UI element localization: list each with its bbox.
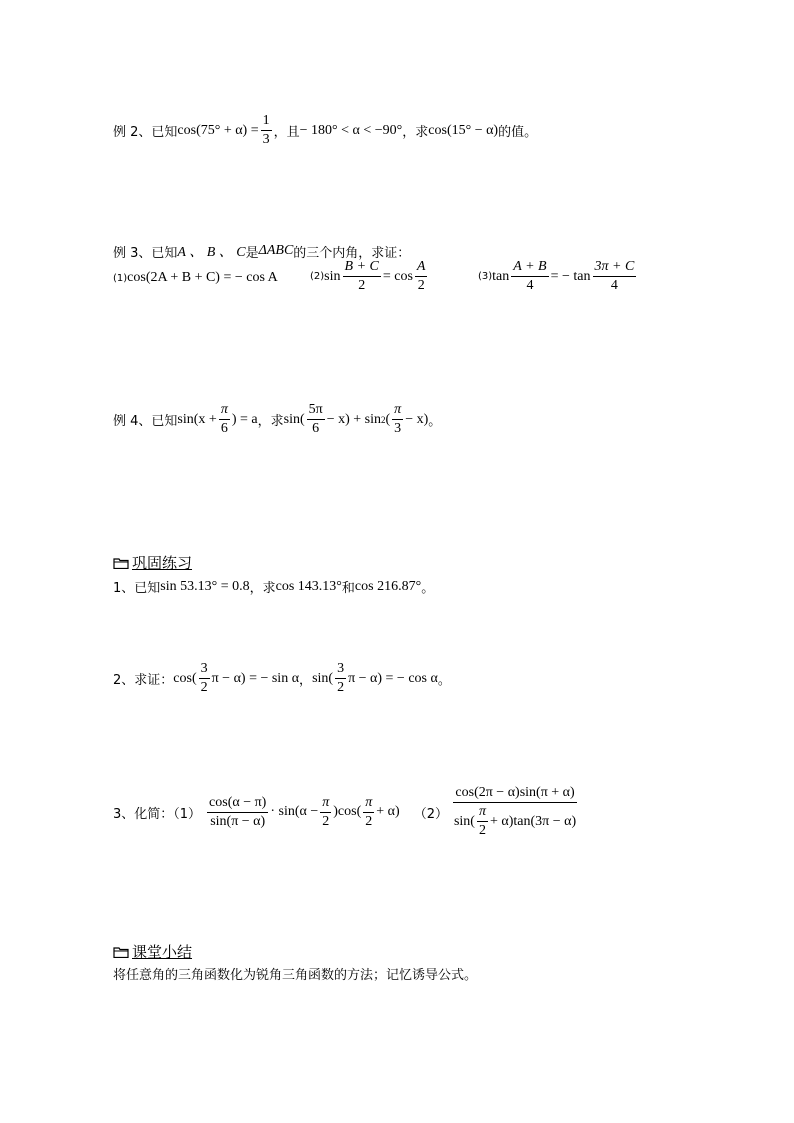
example-4: 例 4、已知 sin(x + $\frac{\pi}{6}$ ) = a ，求 sin( $\frac{5\pi}{6}$ − x) + sin 2 ( $\frac{\pi}{3}$ − x) 。 [113,402,442,436]
folder-icon [113,946,129,958]
example-3-part-1: (1) cos(2A + B + C) = − cos A [113,270,278,285]
example-3-statement: 例 3、已知 A 、 B 、 C 是 ΔABC 的三个内角，求证： [113,243,411,261]
example-2-expr: cos(75° + α) = [177,122,259,138]
example-2: 例 2、已知 cos(75° + α) = $\frac{1}{3}$ ，且 − 180° < α < −90° ，求 cos(15° − α) 的值。 [113,113,538,147]
exercise-1: 1、已知 sin 53.13° = 0.8 ，求 cos 143.13° 和 cos 216.87° 。 [113,578,435,596]
example-2-label: 例 2、已知 [113,125,178,140]
folder-icon [113,557,129,569]
example-3-part-3: (3) tan $\frac{A + B}{4}$ = − tan $\frac{3\pi + C}{4}$ [478,259,635,293]
example-3-part-2: (2) sin $\frac{B + C}{2}$ = cos $\frac{A}{2}$ [310,259,426,293]
example-2-target: cos(15° − α) [428,122,499,138]
example-2-fraction: $\frac{1}{3}$ [262,113,270,147]
example-2-range: − 180° < α < −90° [299,122,403,138]
summary-heading: 课堂小结 [113,941,192,962]
exercise-3: 3、化简：（1） $\frac{\cos(\alpha - \pi)}{\sin(\pi - \alpha)}$ · sin(α − $\frac{\pi}{2}$ )cos( $\frac{\pi}{2}$ + α) （2） cos(2π − α)sin(π + α) sin( $\frac{\pi}{2}$ + α)tan(3π − α) [113,785,577,838]
exercise-2: 2、求证： cos( $\frac{3}{2}$ π − α) = − sin α ， sin( $\frac{3}{2}$ π − α) = − cos α 。 [113,661,451,695]
consolidate-heading: 巩固练习 [113,552,192,573]
summary-text: 将任意角的三角函数化为锐角三角函数的方法；记忆诱导公式。 [113,968,478,983]
